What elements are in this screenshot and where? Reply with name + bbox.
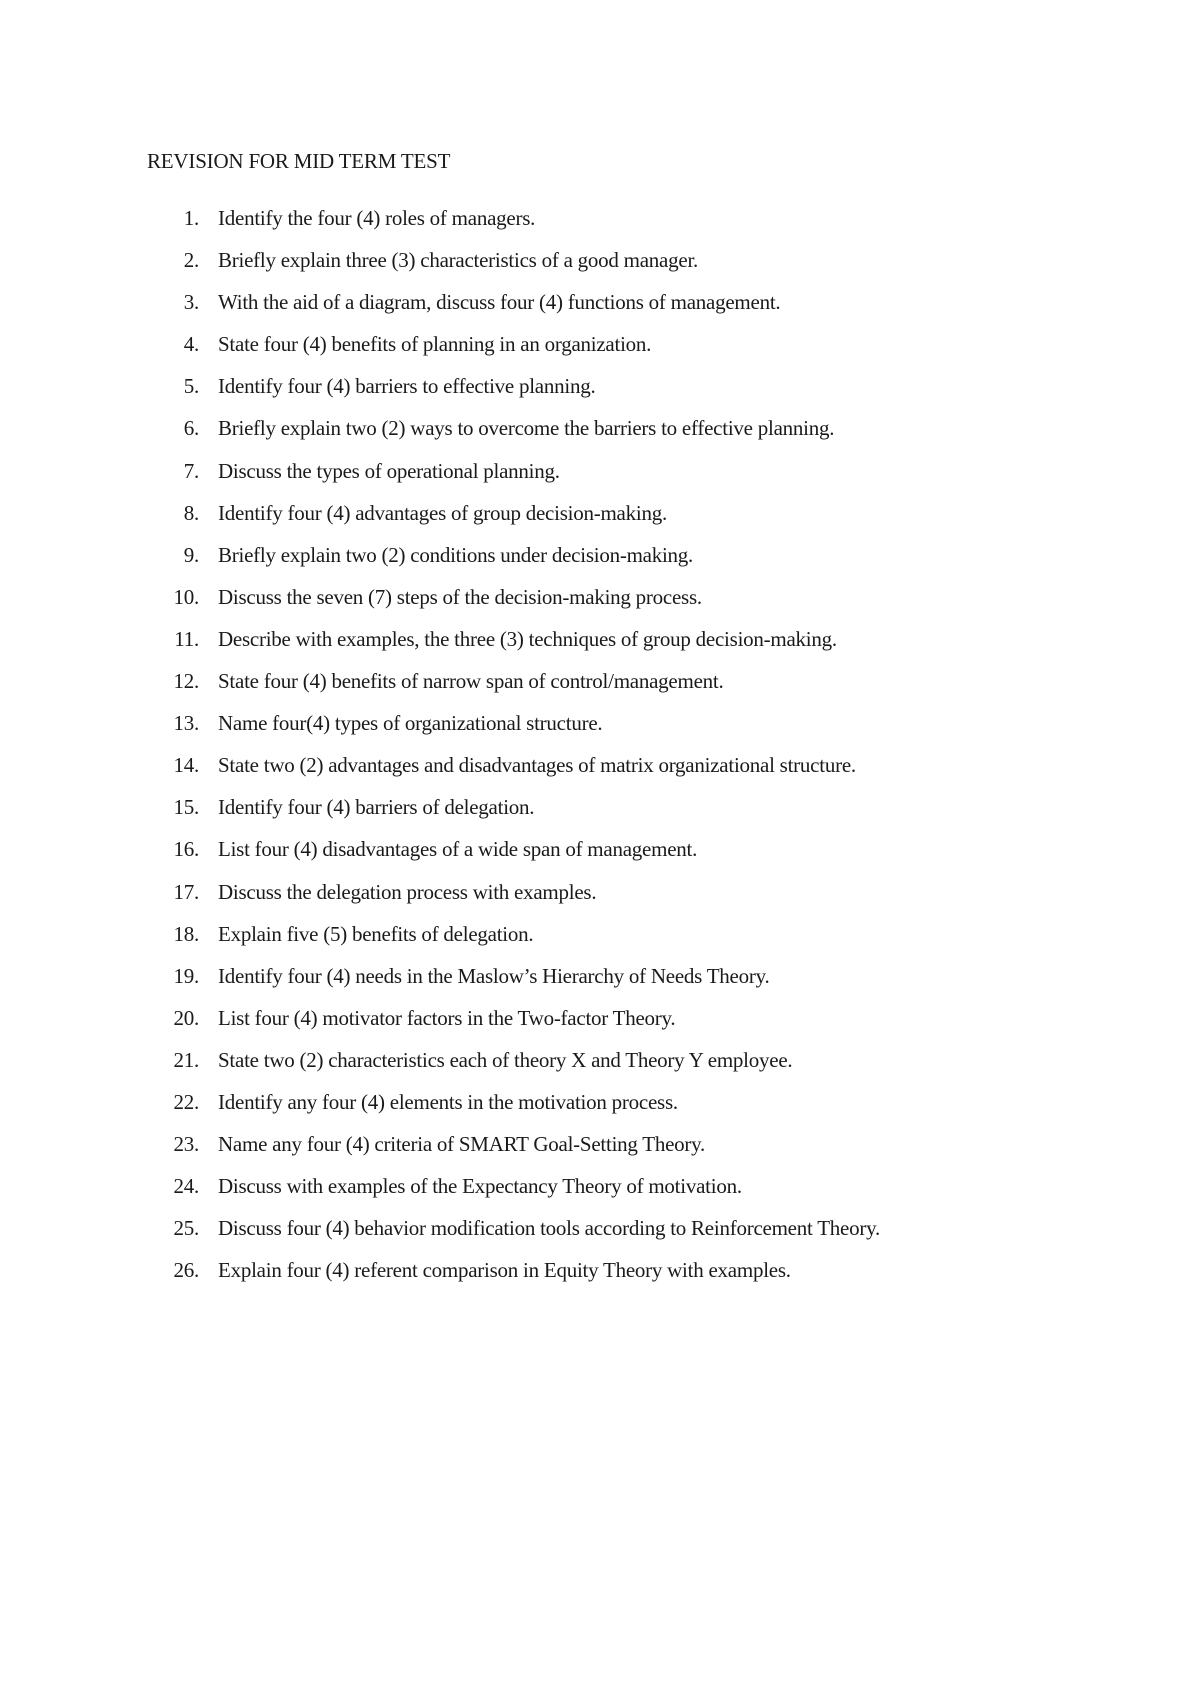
question-text: Name four(4) types of organizational structure. <box>218 711 603 736</box>
question-number: 14. <box>173 753 199 778</box>
question-text: List four (4) motivator factors in the Two-factor Theory. <box>218 1005 676 1030</box>
question-text: Identify four (4) barriers of delegation. <box>218 795 535 820</box>
question-text: Name any four (4) criteria of SMART Goal-Setting Theory. <box>218 1132 706 1157</box>
question-text: Explain four (4) referent comparison in Equity Theory with examples. <box>218 1258 791 1283</box>
question-number: 6. <box>183 416 199 441</box>
question-number: 25. <box>173 1216 199 1241</box>
question-number: 8. <box>183 500 199 525</box>
question-text: Describe with examples, the three (3) techniques of group decision-making. <box>218 626 837 651</box>
question-text: State four (4) benefits of narrow span of control/management. <box>218 669 724 694</box>
question-number: 5. <box>183 374 199 399</box>
question-number: 10. <box>173 584 199 609</box>
document-title: REVISION FOR MID TERM TEST <box>147 149 451 173</box>
question-number: 20. <box>173 1005 199 1030</box>
question-number: 24. <box>173 1174 199 1199</box>
question-number: 2. <box>183 248 199 273</box>
question-number: 4. <box>183 332 199 357</box>
question-text: Identify four (4) advantages of group decision-making. <box>218 500 667 525</box>
question-number: 26. <box>173 1258 199 1283</box>
question-number: 13. <box>173 711 199 736</box>
question-text: State four (4) benefits of planning in an organization. <box>218 332 652 357</box>
question-text: Briefly explain three (3) characteristics of a good manager. <box>218 248 699 273</box>
question-text: Briefly explain two (2) ways to overcome the barriers to effective planning. <box>218 416 835 441</box>
question-number: 1. <box>183 206 199 230</box>
question-number: 3. <box>183 290 199 315</box>
question-text: With the aid of a diagram, discuss four (4) functions of management. <box>218 290 781 315</box>
question-text: Explain five (5) benefits of delegation. <box>218 921 534 946</box>
question-number: 22. <box>173 1089 199 1114</box>
question-text: Discuss the types of operational planning. <box>218 458 560 483</box>
question-text: State two (2) advantages and disadvantages of matrix organizational structure. <box>218 753 856 778</box>
question-number: 21. <box>173 1047 199 1072</box>
question-text: Identify four (4) barriers to effective planning. <box>218 374 596 399</box>
question-text: Identify any four (4) elements in the motivation process. <box>218 1089 678 1114</box>
question-text: Discuss with examples of the Expectancy Theory of motivation. <box>218 1174 742 1199</box>
question-number: 11. <box>174 626 199 651</box>
question-number: 19. <box>173 963 199 988</box>
question-number: 23. <box>173 1132 199 1157</box>
question-text: State two (2) characteristics each of theory X and Theory Y employee. <box>218 1047 793 1072</box>
question-number: 12. <box>173 669 199 694</box>
question-text: Identify four (4) needs in the Maslow’s Hierarchy of Needs Theory. <box>218 963 770 988</box>
question-text: Briefly explain two (2) conditions under decision-making. <box>218 542 694 567</box>
question-number: 9. <box>183 542 199 567</box>
question-number: 18. <box>173 921 199 946</box>
question-text: Discuss the seven (7) steps of the decision-making process. <box>218 584 702 609</box>
question-text: Discuss the delegation process with examples. <box>218 879 597 904</box>
question-number: 16. <box>173 837 199 862</box>
question-text: Discuss four (4) behavior modification tools according to Reinforcement Theory. <box>218 1216 880 1241</box>
question-text: Identify the four (4) roles of managers. <box>218 206 536 230</box>
question-text: List four (4) disadvantages of a wide span of management. <box>218 837 698 862</box>
question-number: 17. <box>173 879 199 904</box>
question-number: 7. <box>183 458 199 483</box>
question-number: 15. <box>173 795 199 820</box>
